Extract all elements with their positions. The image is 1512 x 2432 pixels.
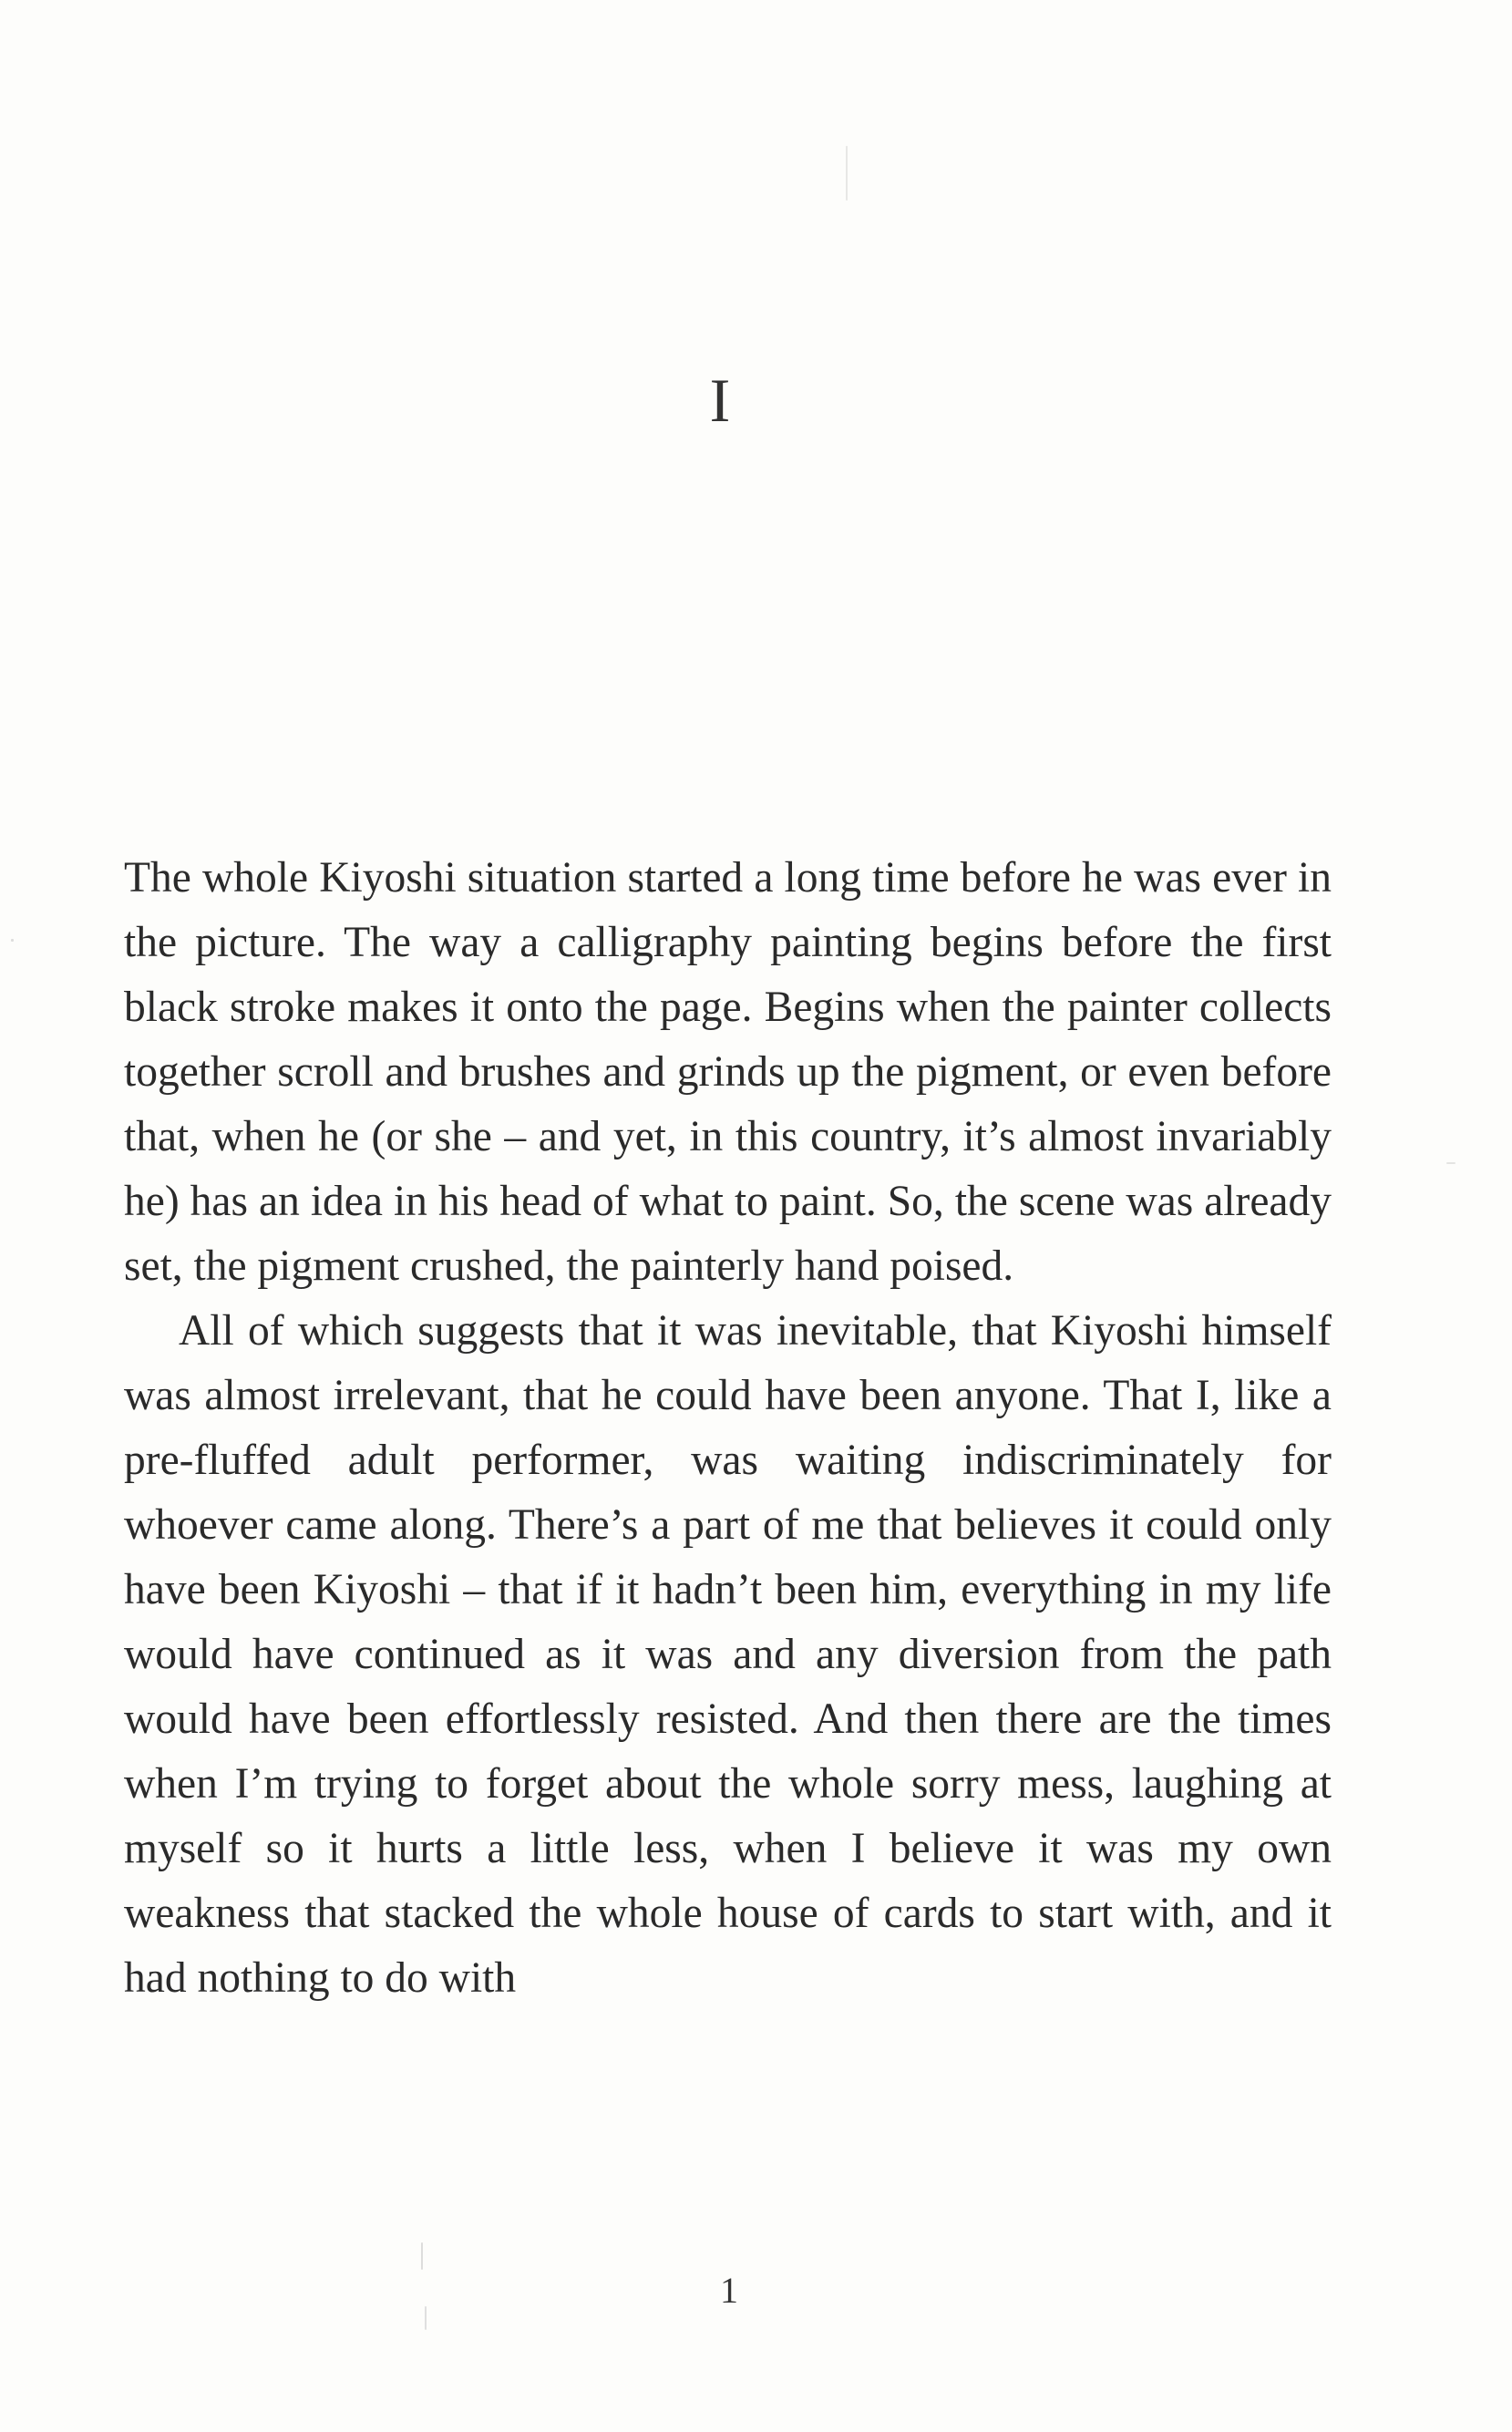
scan-mark: [11, 939, 14, 942]
page-number: 1: [720, 2270, 738, 2311]
body-text: [124, 846, 1332, 2011]
scan-mark: [421, 2242, 423, 2270]
scan-mark: [1446, 1162, 1455, 1164]
paragraph: All of which suggests that it was inevitable, that Kiyoshi himself was almost irrelevant, that he could have been anyone. That I, like a pre-fluffed adult performer, was waiting indiscriminately for whoever came along. There’s a part of me that believes it could only have been Kiyoshi – that if it hadn’t been him, everything in my life would have continued as it was and any diversion from the path would have been effortlessly resisted. And then there are the times when I’m trying to forget about the whole sorry mess, laughing at myself so it hurts a little less, when I believe it was my own weakness that stacked the whole house of cards to start with, and it had nothing to do with: [124, 1307, 1332, 2002]
scan-mark: [846, 146, 848, 201]
chapter-heading: I: [709, 366, 731, 435]
scan-mark: [425, 2306, 427, 2330]
paragraph: The whole Kiyoshi situation started a long time before he was ever in the picture. The way a calligraphy painting begins before the first black stroke makes it onto the page. Begins when the painter collects together scroll and brushes and grinds up the pigment, or even before that, when he (or she – and yet, in this country, it’s almost invariably he) has an idea in his head of what to paint. So, the scene was already set, the pigment crushed, the painterly hand poised.: [124, 854, 1332, 1290]
